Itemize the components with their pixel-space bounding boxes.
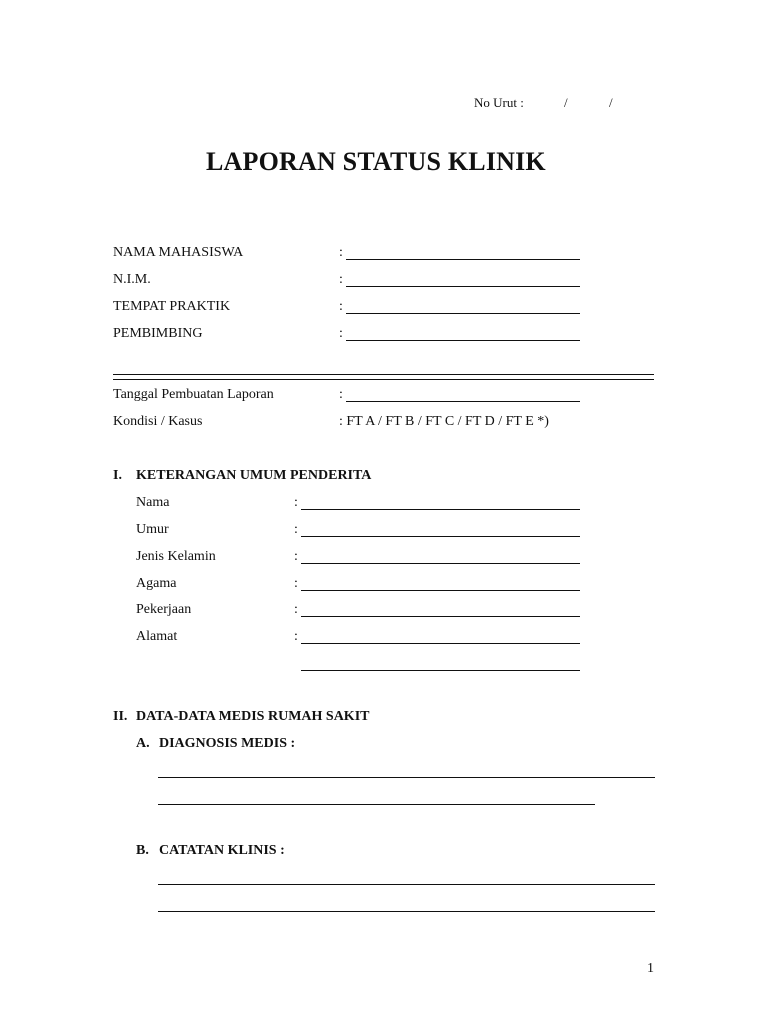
patient-occupation-field[interactable] bbox=[301, 616, 580, 617]
patient-religion-label: Agama bbox=[136, 576, 177, 591]
nim-label: N.I.M. bbox=[113, 272, 151, 287]
section-number: II. bbox=[113, 709, 128, 724]
report-date-field[interactable] bbox=[346, 401, 580, 402]
colon: : bbox=[294, 549, 298, 564]
patient-address-field-2[interactable] bbox=[301, 670, 580, 671]
patient-age-label: Umur bbox=[136, 522, 169, 537]
colon: : bbox=[339, 245, 343, 260]
clinical-notes-title: CATATAN KLINIS : bbox=[159, 843, 285, 858]
patient-religion-field[interactable] bbox=[301, 590, 580, 591]
double-divider bbox=[113, 374, 654, 380]
patient-name-field[interactable] bbox=[301, 509, 580, 510]
colon: : bbox=[294, 629, 298, 644]
colon: : bbox=[339, 387, 343, 402]
pembimbing-field[interactable] bbox=[346, 340, 580, 341]
section-number: I. bbox=[113, 468, 122, 483]
colon: : bbox=[339, 326, 343, 341]
report-date-label: Tanggal Pembuatan Laporan bbox=[113, 387, 274, 402]
colon: : bbox=[294, 495, 298, 510]
case-label: Kondisi / Kasus bbox=[113, 414, 203, 429]
colon: : bbox=[294, 602, 298, 617]
colon: : bbox=[294, 576, 298, 591]
page-number: 1 bbox=[647, 961, 654, 976]
no-urut-separator: / bbox=[564, 95, 568, 110]
clinical-notes-line-1[interactable] bbox=[158, 884, 655, 885]
patient-gender-label: Jenis Kelamin bbox=[136, 549, 216, 564]
pembimbing-label: PEMBIMBING bbox=[113, 326, 203, 341]
patient-address-field[interactable] bbox=[301, 643, 580, 644]
tempat-praktik-label: TEMPAT PRAKTIK bbox=[113, 299, 231, 314]
case-options[interactable]: : FT A / FT B / FT C / FT D / FT E *) bbox=[339, 414, 549, 429]
subsection-label: B. bbox=[136, 843, 149, 858]
clinical-notes-line-2[interactable] bbox=[158, 911, 655, 912]
patient-address-label: Alamat bbox=[136, 629, 178, 644]
section-title: KETERANGAN UMUM PENDERITA bbox=[136, 468, 372, 483]
tempat-praktik-field[interactable] bbox=[346, 313, 580, 314]
no-urut-label: No Urut : bbox=[474, 95, 524, 110]
no-urut-separator: / bbox=[609, 95, 613, 110]
diagnosis-line-2[interactable] bbox=[158, 804, 595, 805]
patient-occupation-label: Pekerjaan bbox=[136, 602, 192, 617]
colon: : bbox=[339, 272, 343, 287]
subsection-label: A. bbox=[136, 736, 150, 751]
student-name-field[interactable] bbox=[346, 259, 580, 260]
student-name-label: NAMA MAHASISWA bbox=[113, 245, 244, 260]
patient-name-label: Nama bbox=[136, 495, 170, 510]
patient-age-field[interactable] bbox=[301, 536, 580, 537]
colon: : bbox=[294, 522, 298, 537]
colon: : bbox=[339, 299, 343, 314]
page-title: LAPORAN STATUS KLINIK bbox=[206, 147, 546, 176]
nim-field[interactable] bbox=[346, 286, 580, 287]
diagnosis-title: DIAGNOSIS MEDIS : bbox=[159, 736, 296, 751]
patient-gender-field[interactable] bbox=[301, 563, 580, 564]
diagnosis-line-1[interactable] bbox=[158, 777, 655, 778]
section-title: DATA-DATA MEDIS RUMAH SAKIT bbox=[136, 709, 370, 724]
